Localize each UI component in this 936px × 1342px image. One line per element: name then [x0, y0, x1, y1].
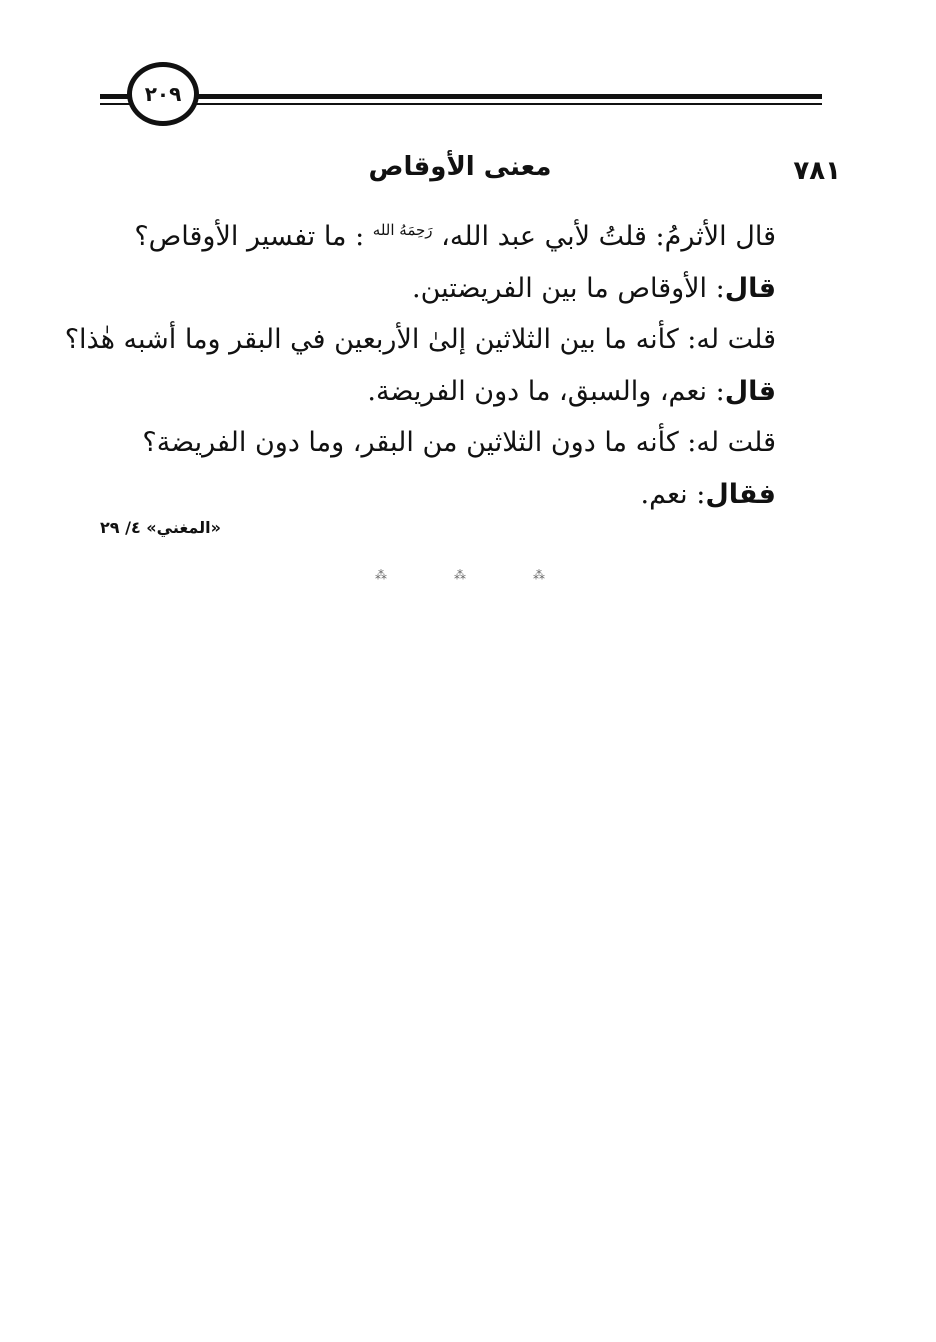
text-line-3	[64, 314, 776, 366]
divider-ornament-1: ⁂	[375, 568, 387, 582]
page-title: معنى الأوقاص	[368, 152, 552, 182]
honorific-glyph: رَحِمَهُ الله	[372, 221, 433, 239]
line-1-text: قال الأثرمُ: قلتُ لأبي عبد الله،	[441, 221, 776, 252]
text-line-4	[96, 366, 776, 418]
source-citation: «المغني» ٤/ ٢٩	[100, 518, 221, 537]
line-3-text: قلت له: كأنه ما بين الثلاثين إلىٰ الأربعين في البقر وما أشبه هٰذا؟	[64, 324, 776, 355]
line-5-text: قلت له: كأنه ما دون الثلاثين من البقر، وما دون الفريضة؟	[142, 427, 776, 458]
section-divider	[375, 568, 545, 582]
line-6-text: : نعم.	[640, 478, 706, 510]
header-rule-thin	[100, 103, 822, 105]
text-line-5	[96, 417, 776, 469]
line-1-text-after: : ما تفسير الأوقاص؟	[134, 221, 365, 252]
divider-ornament-2: ⁂	[454, 568, 466, 582]
line-4-speaker: قال	[724, 375, 776, 407]
text-line-6	[96, 469, 776, 521]
line-2-text: : الأوقاص ما بين الفريضتين.	[412, 272, 725, 304]
divider-ornament-3: ⁂	[533, 568, 545, 582]
line-4-text: : نعم، والسبق، ما دون الفريضة.	[367, 375, 725, 407]
page-number: ٢٠٩	[127, 62, 199, 126]
line-6-speaker: فقال	[705, 478, 776, 510]
line-2-speaker: قال	[724, 272, 776, 304]
text-line-2	[96, 263, 776, 315]
text-line-1	[96, 205, 776, 263]
entry-number: ٧٨١	[793, 156, 841, 186]
header-rule-thick	[100, 94, 822, 99]
body-text	[64, 205, 776, 520]
